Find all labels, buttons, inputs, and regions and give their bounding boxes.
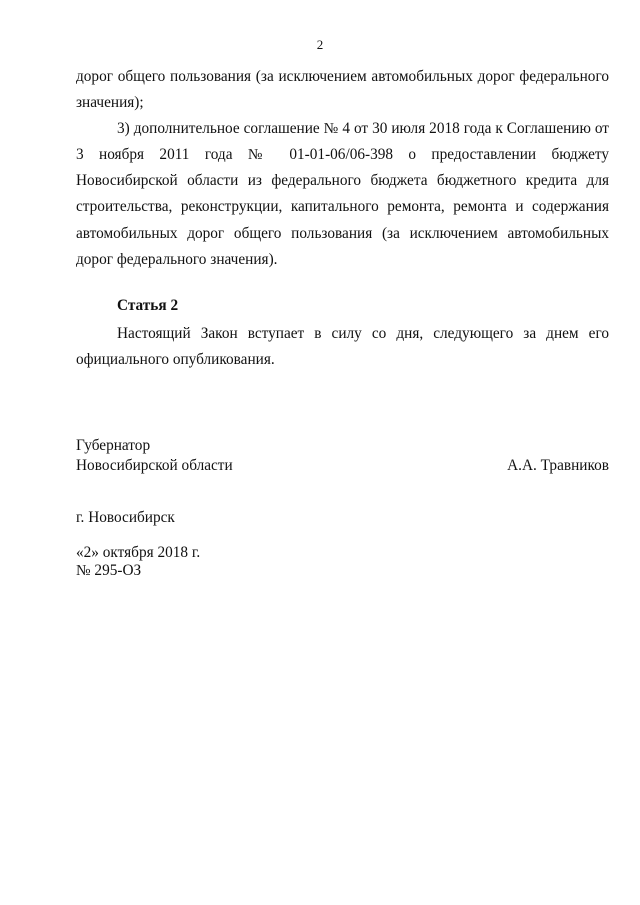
- law-date: «2» октября 2018 г.: [76, 544, 201, 561]
- signatory-name: А.А. Травников: [507, 457, 609, 474]
- article-text: Настоящий Закон вступает в силу со дня, следующего за днем его официального опубликования.: [76, 325, 609, 369]
- law-number: № 295-ОЗ: [76, 562, 142, 579]
- city-line: г. Новосибирск: [76, 509, 175, 526]
- signatory-title-line1: Губернатор: [76, 437, 151, 454]
- paragraph-item-3: 3) дополнительное соглашение № 4 от 30 июля 2018 года к Соглашению от 3 ноября 2011 года № 01-01-06/06-398 о предоставлении бюджету Новосибирской области из федерального бюджета бюджетного кредита для строительства, реконструкции, капитального ремонта, ремонта и содержания автомобильных дорог общего пользования (за исключением автомобильных дорог федерального значения).: [76, 120, 609, 268]
- body-text-block: [76, 64, 609, 273]
- signature-row: [76, 456, 609, 476]
- paragraph-continuation: дорог общего пользования (за исключением автомобильных дорог федерального значения);: [76, 68, 609, 112]
- signatory-title-line2: Новосибирской области: [76, 457, 233, 474]
- date-block: [76, 544, 200, 580]
- page-number: 2: [316, 37, 324, 52]
- article-body: [76, 321, 609, 373]
- article-heading: Статья 2: [117, 297, 179, 314]
- signature-block: [76, 436, 609, 476]
